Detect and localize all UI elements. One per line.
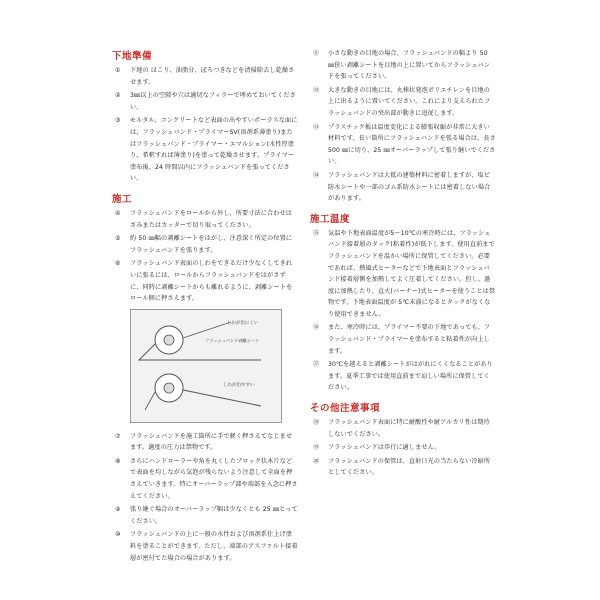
item-text: また、寒冷時には、プライマー不要の下地であっても、フラッシュバンド・プライマーを塗布すると粘着性が向上します。: [328, 324, 491, 355]
left-column: [112, 48, 298, 566]
list-item: [112, 258, 298, 304]
item-number: ⑲: [313, 444, 320, 452]
figure-label-top: しわが出にくい: [227, 320, 259, 326]
list-item: [112, 65, 298, 88]
release-sheet-top: [183, 322, 231, 338]
list-item: [112, 233, 298, 256]
item-text: モルタル、コンクリートなど表面の出やすいポーラスな面には、フラッシュバンド・プライマーSV(溶剤系薄塗り)またはフラッシュバンド・プライマー・エマルション(水性厚塗り、希釈すれば薄塗り)を塗って乾燥させます。プライマー塗布後、24 時間以内にフラッシュバンドを張ってください。: [130, 117, 298, 183]
item-number: ①: [115, 67, 121, 74]
section-heading-temperature: 施工温度: [310, 213, 351, 225]
item-text: フラッシュバンドを施工箇所に手で軽く押さえてなじませます。適度の圧力は禁物です。: [130, 432, 293, 452]
item-text: さらにハンドローラーや角を丸くしたブロック状木片などで表面を均しながら気泡が残らないよう注意して全面を押さえていきます。特にオーバーラップ部や端部を入念に押さえてください。: [130, 457, 298, 500]
roll-illustration: [130, 309, 282, 423]
item-text: フラッシュバンドの保管は、直射日光の当たらない冷暗所としてください。: [328, 457, 491, 477]
item-number: ⑩: [115, 531, 121, 539]
list-item: [310, 85, 496, 120]
item-number: ⑯: [313, 324, 320, 332]
item-text: フラッシュバンドは大抵の建築材料に密着しますが、塩ビ防水シートや一部のゴム系防水シートには密着しない場合があります。: [328, 171, 491, 203]
item-text: 張り継ぐ場合のオーバーラップ幅は少なくとも 25 ㎜とってください。: [130, 506, 298, 525]
item-number: ⑰: [313, 361, 320, 369]
item-number: ⑥: [115, 260, 121, 268]
item-number: ⑧: [115, 457, 121, 465]
item-text: プラスチック板は温度変化による膨張収縮が非常に大きい材料です。長い箇所にフラッシュバンドを張る場合は、長さ 500 ㎜に切り、25 ㎜オーバーラップして張り継いでください。: [328, 123, 496, 166]
right-column: [310, 48, 496, 481]
item-number: ④: [115, 209, 121, 217]
item-text: 3㎜以上の空隙や穴は適切なフィラーで埋めておいてください。: [130, 92, 296, 111]
item-text: フラッシュバンドをロールから外し、所要寸法に合わせはさみまたはカッターで切り取ってください。: [130, 209, 292, 229]
tape-bottom: [183, 390, 261, 406]
item-text: 下地の ほこり、油脂分、ぼろつきなどを清掃除去し乾燥させます。: [130, 67, 295, 86]
roll-diagram: [131, 310, 281, 422]
item-text: 大きな動きの目地には、丸棒状発泡ポリエチレンを目地の上に出るように置いてください。これにより支えられたフラッシュバンドの突出部が動きに追従します。: [328, 86, 491, 117]
list-item: [310, 442, 496, 454]
item-number: ②: [115, 92, 121, 100]
section-heading-application: 施工: [112, 193, 133, 205]
item-number: ⑳: [313, 457, 320, 465]
item-number: ⑭: [313, 171, 320, 179]
list-item: [310, 456, 496, 479]
item-text: 約 50 ㎜幅の剥離シートをはがし、注意深く所定の位置にフラッシュバンドを張ります。: [130, 235, 293, 254]
item-number: ③: [115, 117, 121, 125]
item-text: 気温や下地表面温度が5〜10℃の寒冷時には、フラッシュバンド接着層のタック(粘着性)が低下します。使用直前までフラッシュバンドを温かい場所に保管してください。必要であれば、熱風式ヒーターなどで下地表面とフラッシュバンド接着層側を加熱してよく圧着してください。但し、過度に加熱したり、直火(バーナー)式ヒーターを使うことは禁物です。下地表面温度が 5℃未満になるとタックがなくなり使用できません。: [328, 229, 496, 318]
release-sheet-bottom: [145, 392, 155, 410]
list-item: [112, 504, 298, 527]
item-text: フラッシュバンド表面のしわをできるだけ少なくしてきれいに張るには、ロールからフラッシュバンドをはがさずに、同時に剥離シートからも離れるように、剥離シートをロール側に押さえます。: [130, 260, 293, 303]
list-item: [310, 417, 496, 440]
figure-label-bottom: しわが出やすい: [223, 382, 255, 388]
list-item: [310, 48, 496, 83]
list-item: [112, 456, 298, 502]
list-item: [112, 529, 298, 564]
item-number: ⑨: [115, 506, 121, 514]
item-text: フラッシュバンド表面に特に耐酸性や耐アルカリ性は期待しないでください。: [328, 419, 490, 438]
item-text: 小さな動きの目地の場合、フラッシュバンドの幅より 50 ㎜狭い剥離シートを目地の上に置いてからフラッシュバンドを張ってください。: [328, 50, 491, 81]
list-item: [112, 431, 298, 454]
section-heading-other-notes: その他注意事項: [310, 403, 381, 415]
item-number: ⑪: [313, 50, 320, 57]
item-text: フラッシュバンドは歩行に適しません。: [328, 444, 441, 452]
roll-bottom-core: [164, 383, 174, 393]
item-number: ⑮: [313, 229, 320, 237]
list-item: [310, 122, 496, 168]
section-heading-preparation: 下地準備: [112, 51, 153, 62]
figure-label-mid: フラッシュバンド剥離シート: [205, 337, 260, 343]
item-text: 30℃を越えると剥離シートがはがれにくくなることがあります。夏季工事では使用直前まで涼しい場所に保管してください。: [328, 361, 493, 392]
list-item: [310, 228, 496, 321]
item-number: ⑫: [313, 86, 320, 94]
list-item: [112, 115, 298, 185]
list-item: [112, 90, 298, 113]
item-text: フラッシュバンドの上に一般の水性および溶剤系仕上げ塗料を塗ることができます。ただし、端部のアスファルト接着層が密付てた場合の場合があります。: [130, 531, 298, 562]
list-item: [310, 322, 496, 357]
item-number: ⑬: [313, 123, 320, 131]
item-number: ⑤: [115, 235, 121, 243]
list-item: [310, 170, 496, 205]
list-item: [112, 208, 298, 231]
list-item: [310, 359, 496, 394]
item-number: ⑱: [313, 419, 320, 427]
roll-top-core: [164, 335, 174, 345]
item-number: ⑦: [115, 432, 121, 440]
